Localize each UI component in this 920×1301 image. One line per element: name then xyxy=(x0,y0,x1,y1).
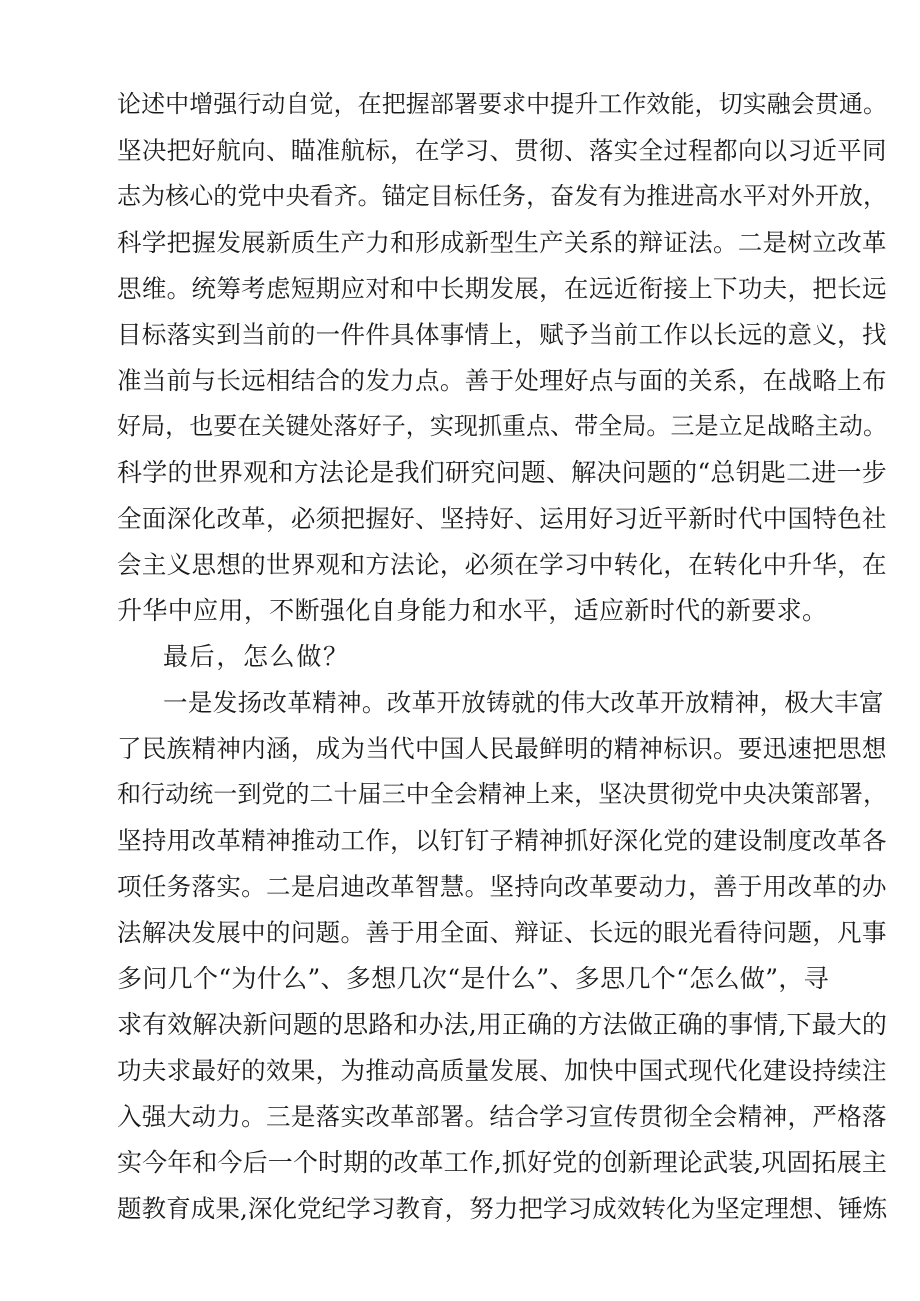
text-line: 会主义思想的世界观和方法论，必须在学习中转化，在转化中升华，在 xyxy=(117,550,887,579)
paragraph-first-line: 最后，怎么做？ xyxy=(163,642,350,671)
text-line: 功夫求最好的效果，为推动高质量发展、加快中国式现代化建设持续注 xyxy=(117,1056,887,1085)
text-line: 入强大动力。三是落实改革部署。结合学习宣传贯彻全会精神，严格落 xyxy=(117,1102,887,1131)
paragraph-first-line: 一是发扬改革精神。改革开放铸就的伟大改革开放精神，极大丰富 xyxy=(163,688,884,717)
text-line: 多问几个“为什么”、多想几次“是什么”、多思几个“怎么做”，寻 xyxy=(117,964,830,993)
text-line: 项任务落实。二是启迪改革智慧。坚持向改革要动力，善于用改革的办 xyxy=(117,872,887,901)
text-line: 坚持用改革精神推动工作，以钉钉子精神抓好深化党的建设制度改革各 xyxy=(117,826,887,855)
text-line: 和行动统一到党的二十届三中全会精神上来，坚决贯彻党中央决策部署， xyxy=(117,780,888,808)
text-line: 实今年和今后一个时期的改革工作,抓好党的创新理论武装,巩固拓展主 xyxy=(117,1148,888,1177)
document-body xyxy=(117,90,888,1242)
text-line: 准当前与长远相结合的发力点。善于处理好点与面的关系，在战略上布 xyxy=(117,366,887,395)
text-line: 论述中增强行动自觉，在把握部署要求中提升工作效能，切实融会贯通。 xyxy=(117,90,888,118)
text-line: 志为核心的党中央看齐。锚定目标任务，奋发有为推进高水平对外开放， xyxy=(117,182,888,210)
text-line: 坚决把好航向、瞄准航标，在学习、贯彻、落实全过程都向以习近平同 xyxy=(117,136,887,165)
text-line: 法解决发展中的问题。善于用全面、辩证、长远的眼光看待问题，凡事 xyxy=(117,918,887,947)
text-line: 科学把握发展新质生产力和形成新型生产关系的辩证法。二是树立改革 xyxy=(117,228,887,257)
text-line: 科学的世界观和方法论是我们研究问题、解决问题的“总钥匙二进一步 xyxy=(117,458,888,487)
text-line: 升华中应用，不断强化自身能力和水平，适应新时代的新要求。 xyxy=(117,596,828,625)
text-line: 题教育成果,深化党纪学习教育，努力把学习成效转化为坚定理想、锤炼 xyxy=(117,1194,888,1223)
text-line: 全面深化改革，必须把握好、坚持好、运用好习近平新时代中国特色社 xyxy=(117,504,887,533)
text-line: 目标落实到当前的一件件具体事情上，赋予当前工作以长远的意义，找 xyxy=(117,320,887,349)
text-line: 了民族精神内涵，成为当代中国人民最鲜明的精神标识。要迅速把思想 xyxy=(117,734,887,763)
text-line: 好局，也要在关键处落好子，实现抓重点、带全局。三是立足战略主动。 xyxy=(117,412,888,440)
text-line: 思维。统筹考虑短期应对和中长期发展，在远近衔接上下功夫，把长远 xyxy=(117,274,887,303)
text-line: 求有效解决新问题的思路和办法,用正确的方法做正确的事情,下最大的 xyxy=(117,1010,888,1039)
